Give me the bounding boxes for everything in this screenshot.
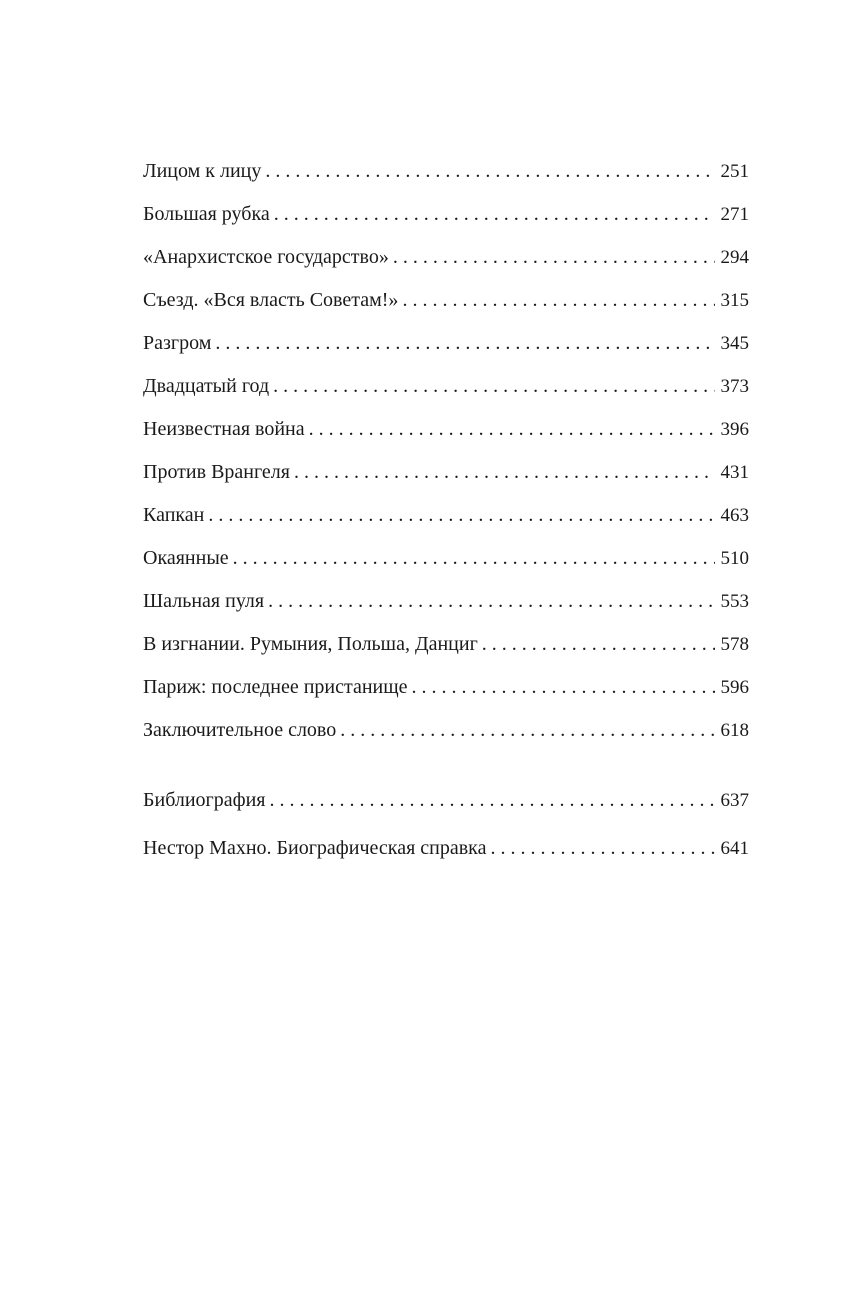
- dot-leader: [402, 279, 714, 322]
- entry-title: Капкан: [143, 504, 205, 526]
- page-number: 271: [720, 204, 749, 225]
- table-of-contents: [143, 150, 749, 872]
- entry-title: Библиография: [143, 789, 266, 811]
- dot-leader: [270, 776, 715, 824]
- dot-leader: [265, 150, 714, 193]
- toc-entry: [143, 824, 749, 872]
- entry-title: Лицом к лицу: [143, 160, 262, 182]
- entry-title: Окаянные: [143, 547, 229, 569]
- toc-entry: [143, 494, 749, 537]
- toc-entry: [143, 580, 749, 623]
- dot-leader: [215, 322, 714, 365]
- dot-leader: [482, 623, 715, 666]
- dot-leader: [208, 494, 714, 537]
- dot-leader: [274, 193, 715, 236]
- page-number: 431: [720, 462, 749, 483]
- entry-title: Двадцатый год: [143, 375, 270, 397]
- dot-leader: [294, 451, 715, 494]
- entry-title: «Анархистское государство»: [143, 246, 389, 268]
- toc-entry: [143, 365, 749, 408]
- page-number: 294: [720, 247, 749, 268]
- entry-title: В изгнании. Румыния, Польша, Данциг: [143, 633, 478, 655]
- toc-entry: [143, 322, 749, 365]
- page-number: 618: [720, 720, 749, 741]
- page-number: 315: [720, 290, 749, 311]
- toc-entry: [143, 150, 749, 193]
- page-number: 510: [720, 548, 749, 569]
- entry-title: Против Врангеля: [143, 461, 290, 483]
- page-number: 553: [720, 591, 749, 612]
- entry-title: Съезд. «Вся власть Советам!»: [143, 289, 399, 311]
- toc-entry: [143, 709, 749, 752]
- entry-title: Заключительное слово: [143, 719, 337, 741]
- entry-title: Разгром: [143, 332, 212, 354]
- dot-leader: [490, 824, 714, 872]
- page-number: 641: [720, 838, 749, 859]
- toc-entry: [143, 623, 749, 666]
- toc-entry: [143, 193, 749, 236]
- page-number: 463: [720, 505, 749, 526]
- page-number: 345: [720, 333, 749, 354]
- toc-entry: [143, 408, 749, 451]
- toc-entry: [143, 776, 749, 824]
- toc-entry: [143, 279, 749, 322]
- chapter-list: [143, 150, 749, 752]
- entry-title: Большая рубка: [143, 203, 270, 225]
- page-number: 251: [720, 161, 749, 182]
- page-number: 396: [720, 419, 749, 440]
- toc-entry: [143, 537, 749, 580]
- dot-leader: [412, 666, 715, 709]
- toc-entry: [143, 666, 749, 709]
- page-number: 373: [720, 376, 749, 397]
- appendix-list: [143, 776, 749, 872]
- toc-entry: [143, 236, 749, 279]
- entry-title: Шальная пуля: [143, 590, 265, 612]
- entry-title: Нестор Махно. Биографическая справка: [143, 837, 487, 859]
- toc-entry: [143, 451, 749, 494]
- entry-title: Париж: последнее пристанище: [143, 676, 408, 698]
- dot-leader: [268, 580, 714, 623]
- page-number: 596: [720, 677, 749, 698]
- entry-title: Неизвестная война: [143, 418, 305, 440]
- dot-leader: [340, 709, 714, 752]
- dot-leader: [309, 408, 715, 451]
- dot-leader: [233, 537, 715, 580]
- dot-leader: [273, 365, 714, 408]
- page-number: 578: [720, 634, 749, 655]
- dot-leader: [393, 236, 715, 279]
- page-number: 637: [720, 790, 749, 811]
